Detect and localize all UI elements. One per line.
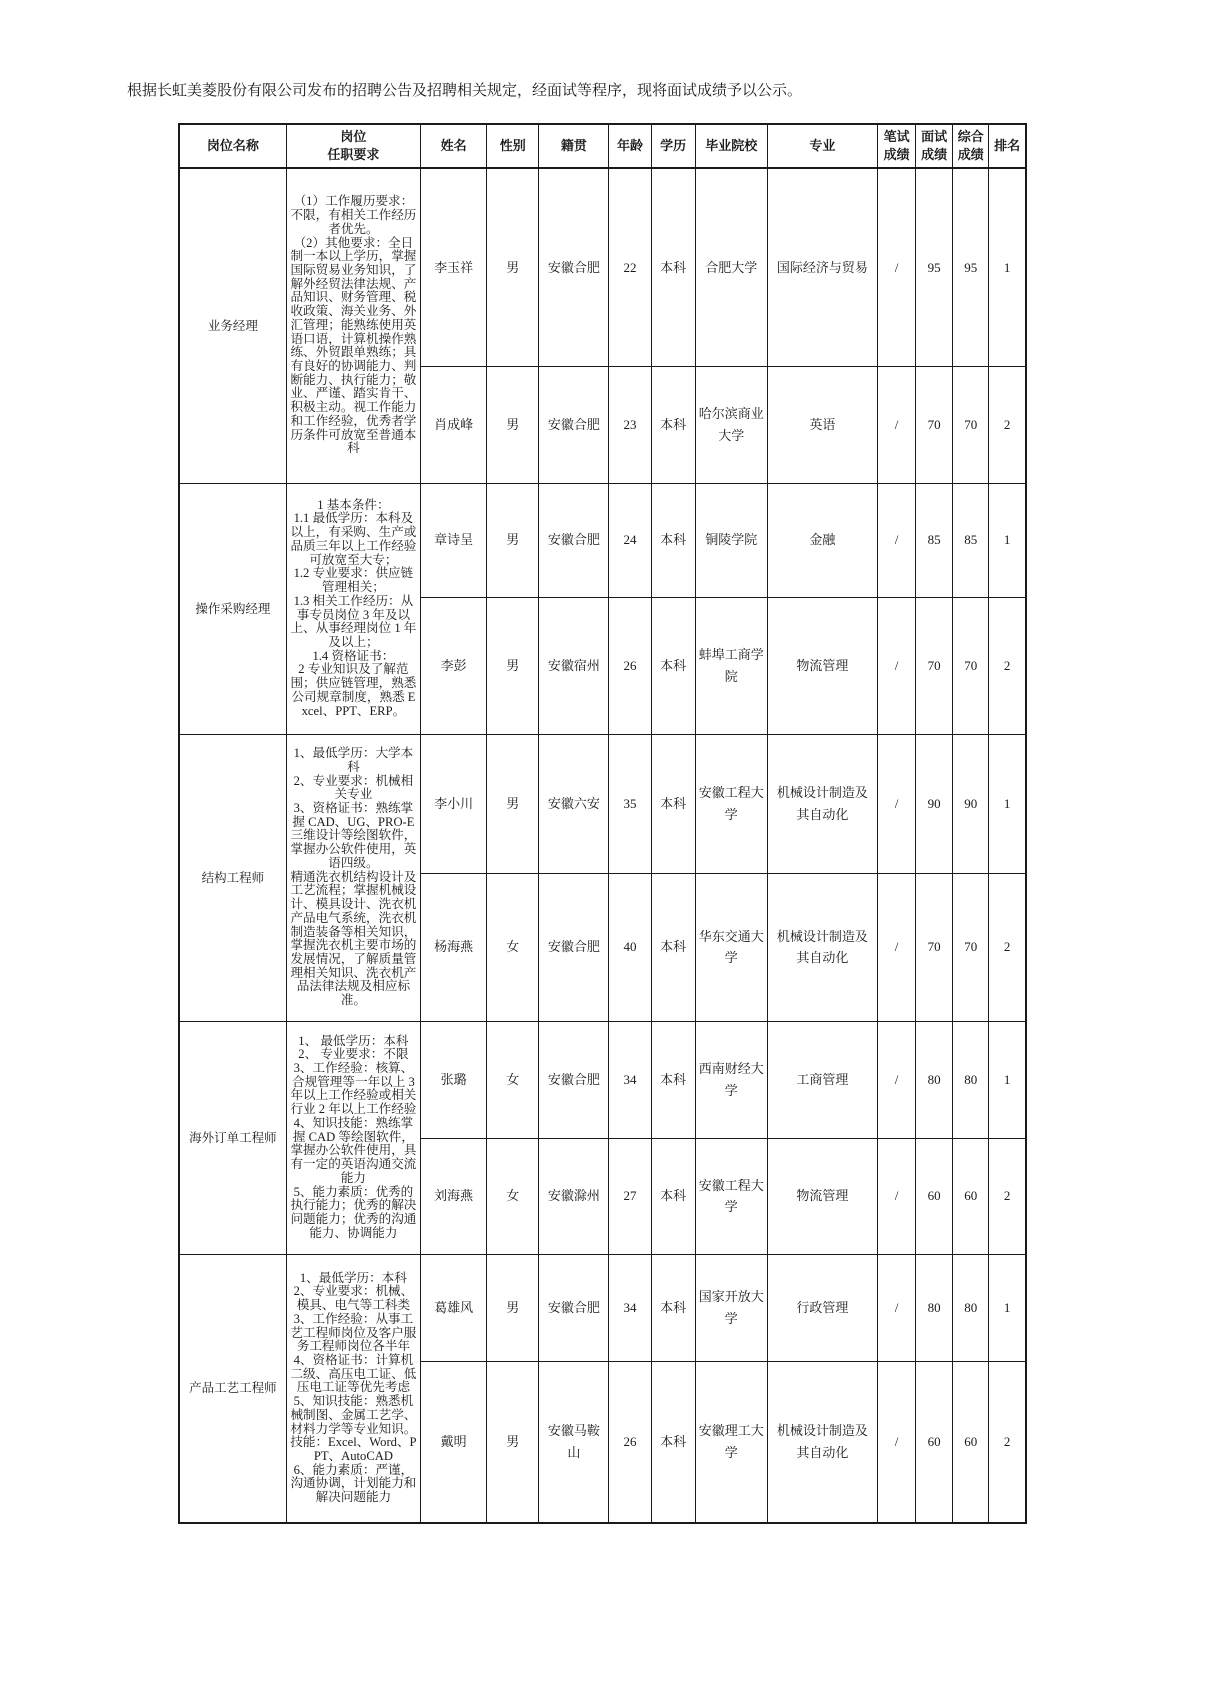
requirements-cell (286, 483, 420, 734)
col-header-requirements-line1: 岗位 (340, 129, 367, 145)
requirement-paragraph: （2）其他要求：全日制一本以上学历，掌握国际贸易业务知识，了解外经贸法律法规、产品知识、财务管理、税收政策、海关业务、外汇管理；能熟练使用英语口语，计算机操作熟练、外贸跟单熟练；具有良好的协调能力、判断能力、执行能力；敬业、严谨、踏实肯干、积极主动。视工作能力和工作经验，优秀者学历条件可放宽至普通本科 (290, 235, 417, 456)
col-header-education: 学历 (651, 124, 695, 168)
requirements-cell (286, 734, 420, 1021)
requirements-cell (286, 1021, 420, 1254)
written-score-cell: / (878, 1361, 916, 1523)
rank-cell: 2 (989, 366, 1026, 483)
age-cell: 22 (609, 168, 651, 366)
age-cell: 34 (609, 1254, 651, 1361)
requirements-cell (286, 1254, 420, 1523)
hometown-cell: 安徽合肥 (539, 168, 609, 366)
requirement-paragraph: 3、工作经验：从事工艺工程师岗位及客户服务工程师岗位各半年 (290, 1311, 417, 1354)
major-cell: 金融 (767, 483, 877, 597)
requirement-paragraph: 1.2 专业要求：供应链管理相关； (293, 566, 414, 595)
col-header-requirements (286, 124, 420, 168)
gender-cell: 女 (487, 873, 539, 1021)
overall-score-cell: 90 (953, 734, 989, 873)
written-score-cell: / (878, 734, 916, 873)
rank-cell: 1 (989, 483, 1026, 597)
major-cell: 国际经济与贸易 (767, 168, 877, 366)
rank-cell: 2 (989, 597, 1026, 734)
overall-score-cell: 80 (953, 1254, 989, 1361)
written-score-cell: / (878, 1021, 916, 1138)
education-cell: 本科 (651, 1138, 695, 1254)
requirement-paragraph: 1、最低学历：大学本科 (293, 746, 414, 774)
requirement-paragraph: 3、资格证书：熟练掌握 CAD、UG、PRO-E 三维设计等绘图软件，掌握办公软件使用，英语四级。 (290, 801, 417, 870)
written-score-cell: / (878, 1254, 916, 1361)
hometown-cell: 安徽滁州 (539, 1138, 609, 1254)
school-cell: 合肥大学 (695, 168, 767, 366)
intro-text: 根据长虹美菱股份有限公司发布的招聘公告及招聘相关规定，经面试等程序，现将面试成绩予以公示。 (127, 83, 803, 99)
school-cell: 国家开放大学 (695, 1254, 767, 1361)
education-cell: 本科 (651, 168, 695, 366)
age-cell: 27 (609, 1138, 651, 1254)
gender-cell: 男 (487, 483, 539, 597)
col-header-age: 年龄 (609, 124, 651, 168)
position-cell: 业务经理 (179, 168, 286, 483)
requirement-paragraph: 1、 最低学历：本科 (298, 1033, 409, 1048)
gender-cell: 男 (487, 168, 539, 366)
requirement-paragraph: 3、工作经验：核算、合规管理等一年以上 3 年以上工作经验或相关行业 2 年以上工作经验 (290, 1061, 417, 1117)
interview-score-cell: 70 (916, 873, 953, 1021)
major-cell: 物流管理 (767, 1138, 877, 1254)
interview-score-cell: 80 (916, 1021, 953, 1138)
table-row (179, 1021, 1026, 1138)
interview-score-cell: 70 (916, 366, 953, 483)
requirement-paragraph: 4、知识技能：熟练掌握 CAD 等绘图软件，掌握办公软件使用，具有一定的英语沟通交流能力 (290, 1115, 417, 1185)
written-score-cell: / (878, 1138, 916, 1254)
col-header-major: 专业 (767, 124, 877, 168)
interview-score-cell: 60 (916, 1138, 953, 1254)
requirement-paragraph: 1 基本条件： (317, 497, 390, 512)
overall-score-cell: 70 (953, 873, 989, 1021)
interview-score-cell: 60 (916, 1361, 953, 1523)
requirement-paragraph: 5、知识技能：熟悉机械制图、金属工艺学、材料力学等专业知识。技能：Excel、Word、PPT、AutoCAD (290, 1394, 417, 1463)
school-cell: 西南财经大学 (695, 1021, 767, 1138)
name-cell: 刘海燕 (421, 1138, 487, 1254)
col-header-written-line2: 成绩 (883, 147, 910, 162)
school-cell: 铜陵学院 (695, 483, 767, 597)
requirement-paragraph: 4、资格证书：计算机二级、高压电工证、低压电工证等优先考虑 (290, 1352, 417, 1395)
hometown-cell: 安徽宿州 (539, 597, 609, 734)
name-cell: 李小川 (421, 734, 487, 873)
overall-score-cell: 70 (953, 597, 989, 734)
position-cell: 操作采购经理 (179, 483, 286, 734)
interview-score-cell: 95 (916, 168, 953, 366)
requirement-paragraph: 5、能力素质：优秀的执行能力；优秀的解决问题能力；优秀的沟通能力、协调能力 (290, 1184, 417, 1240)
name-cell: 戴明 (421, 1361, 487, 1523)
position-cell: 结构工程师 (179, 734, 286, 1021)
education-cell: 本科 (651, 1254, 695, 1361)
education-cell: 本科 (651, 873, 695, 1021)
age-cell: 26 (609, 597, 651, 734)
gender-cell: 女 (487, 1021, 539, 1138)
rank-cell: 1 (989, 1254, 1026, 1361)
overall-score-cell: 85 (953, 483, 989, 597)
requirement-paragraph: 1.1 最低学历：本科及以上，有采购、生产或品质三年以上工作经验可放宽至大专； (290, 511, 417, 567)
education-cell: 本科 (651, 597, 695, 734)
school-cell: 安徽工程大学 (695, 1138, 767, 1254)
interview-score-cell: 70 (916, 597, 953, 734)
position-cell: 海外订单工程师 (179, 1021, 286, 1254)
name-cell: 张璐 (421, 1021, 487, 1138)
requirement-paragraph: 2 专业知识及了解范围；供应链管理，熟悉公司规章制度，熟悉 Excel、PPT、ERP。 (290, 662, 417, 718)
rank-cell: 1 (989, 1021, 1026, 1138)
age-cell: 24 (609, 483, 651, 597)
col-header-requirements-line2: 任职要求 (327, 147, 380, 162)
name-cell: 肖成峰 (421, 366, 487, 483)
hometown-cell: 安徽合肥 (539, 366, 609, 483)
requirement-paragraph: （1）工作履历要求：不限，有相关工作经历者优先。 (290, 194, 417, 236)
hometown-cell: 安徽合肥 (539, 483, 609, 597)
requirement-paragraph: 精通洗衣机结构设计及工艺流程；掌握机械设计、模具设计、洗衣机产品电气系统，洗衣机制造装备等相关知识，掌握洗衣机主要市场的发展情况，了解质量管理相关知识、洗衣机产品法律法规及相应标准。 (290, 869, 417, 1008)
col-header-gender: 性别 (487, 124, 539, 168)
requirement-paragraph: 2、专业要求：机械相关专业 (293, 773, 414, 802)
interview-score-cell: 80 (916, 1254, 953, 1361)
education-cell: 本科 (651, 483, 695, 597)
school-cell: 哈尔滨商业大学 (695, 366, 767, 483)
col-header-interview-line2: 成绩 (921, 147, 948, 162)
name-cell: 葛雄风 (421, 1254, 487, 1361)
rank-cell: 1 (989, 168, 1026, 366)
name-cell: 李彭 (421, 597, 487, 734)
rank-cell: 2 (989, 873, 1026, 1021)
school-cell: 安徽理工大学 (695, 1361, 767, 1523)
requirement-paragraph: 1.4 资格证书： (312, 648, 395, 663)
major-cell: 英语 (767, 366, 877, 483)
name-cell: 杨海燕 (421, 873, 487, 1021)
overall-score-cell: 60 (953, 1361, 989, 1523)
written-score-cell: / (878, 483, 916, 597)
school-cell: 华东交通大学 (695, 873, 767, 1021)
interview-results-table (178, 123, 1027, 1524)
hometown-cell: 安徽马鞍山 (539, 1361, 609, 1523)
table-row (179, 483, 1026, 597)
interview-score-cell: 85 (916, 483, 953, 597)
written-score-cell: / (878, 366, 916, 483)
written-score-cell: / (878, 873, 916, 1021)
col-header-interview-line1: 面试 (921, 129, 948, 145)
gender-cell: 男 (487, 1254, 539, 1361)
gender-cell: 男 (487, 597, 539, 734)
col-header-overall-line1: 综合 (957, 129, 984, 145)
school-cell: 安徽工程大学 (695, 734, 767, 873)
table-row (179, 734, 1026, 873)
overall-score-cell: 70 (953, 366, 989, 483)
requirement-paragraph: 6、能力素质：严谨，沟通协调，计划能力和解决问题能力 (290, 1462, 417, 1505)
rank-cell: 2 (989, 1138, 1026, 1254)
requirement-paragraph: 1.3 相关工作经历：从事专员岗位 3 年及以上、从事经理岗位 1 年及以上； (290, 593, 417, 649)
col-header-name: 姓名 (421, 124, 487, 168)
overall-score-cell: 60 (953, 1138, 989, 1254)
col-header-hometown: 籍贯 (539, 124, 609, 168)
education-cell: 本科 (651, 366, 695, 483)
col-header-school: 毕业院校 (695, 124, 767, 168)
gender-cell: 男 (487, 1361, 539, 1523)
gender-cell: 男 (487, 366, 539, 483)
major-cell: 机械设计制造及其自动化 (767, 873, 877, 1021)
major-cell: 行政管理 (767, 1254, 877, 1361)
major-cell: 机械设计制造及其自动化 (767, 1361, 877, 1523)
education-cell: 本科 (651, 1361, 695, 1523)
age-cell: 26 (609, 1361, 651, 1523)
major-cell: 工商管理 (767, 1021, 877, 1138)
age-cell: 34 (609, 1021, 651, 1138)
written-score-cell: / (878, 168, 916, 366)
overall-score-cell: 80 (953, 1021, 989, 1138)
age-cell: 40 (609, 873, 651, 1021)
major-cell: 机械设计制造及其自动化 (767, 734, 877, 873)
school-cell: 蚌埠工商学院 (695, 597, 767, 734)
position-cell: 产品工艺工程师 (179, 1254, 286, 1523)
requirements-cell (286, 168, 420, 483)
requirement-paragraph: 2、 专业要求：不限 (298, 1047, 409, 1062)
col-header-overall-score (953, 124, 989, 168)
gender-cell: 女 (487, 1138, 539, 1254)
gender-cell: 男 (487, 734, 539, 873)
requirement-paragraph: 1、最低学历：本科 (299, 1270, 407, 1285)
col-header-overall-line2: 成绩 (957, 147, 984, 162)
name-cell: 章诗呈 (421, 483, 487, 597)
age-cell: 35 (609, 734, 651, 873)
hometown-cell: 安徽六安 (539, 734, 609, 873)
education-cell: 本科 (651, 1021, 695, 1138)
col-header-position: 岗位名称 (179, 124, 286, 168)
name-cell: 李玉祥 (421, 168, 487, 366)
overall-score-cell: 95 (953, 168, 989, 366)
table-row (179, 168, 1026, 366)
col-header-interview-score (916, 124, 953, 168)
rank-cell: 1 (989, 734, 1026, 873)
interview-score-cell: 90 (916, 734, 953, 873)
hometown-cell: 安徽合肥 (539, 1021, 609, 1138)
written-score-cell: / (878, 597, 916, 734)
col-header-written-line1: 笔试 (883, 129, 910, 145)
education-cell: 本科 (651, 734, 695, 873)
requirement-paragraph: 2、专业要求：机械、模具、电气等工科类 (293, 1284, 414, 1313)
major-cell: 物流管理 (767, 597, 877, 734)
table-row (179, 1254, 1026, 1361)
hometown-cell: 安徽合肥 (539, 1254, 609, 1361)
age-cell: 23 (609, 366, 651, 483)
hometown-cell: 安徽合肥 (539, 873, 609, 1021)
table-header-row (179, 124, 1026, 168)
rank-cell: 2 (989, 1361, 1026, 1523)
col-header-written-score (878, 124, 916, 168)
col-header-rank: 排名 (989, 124, 1026, 168)
